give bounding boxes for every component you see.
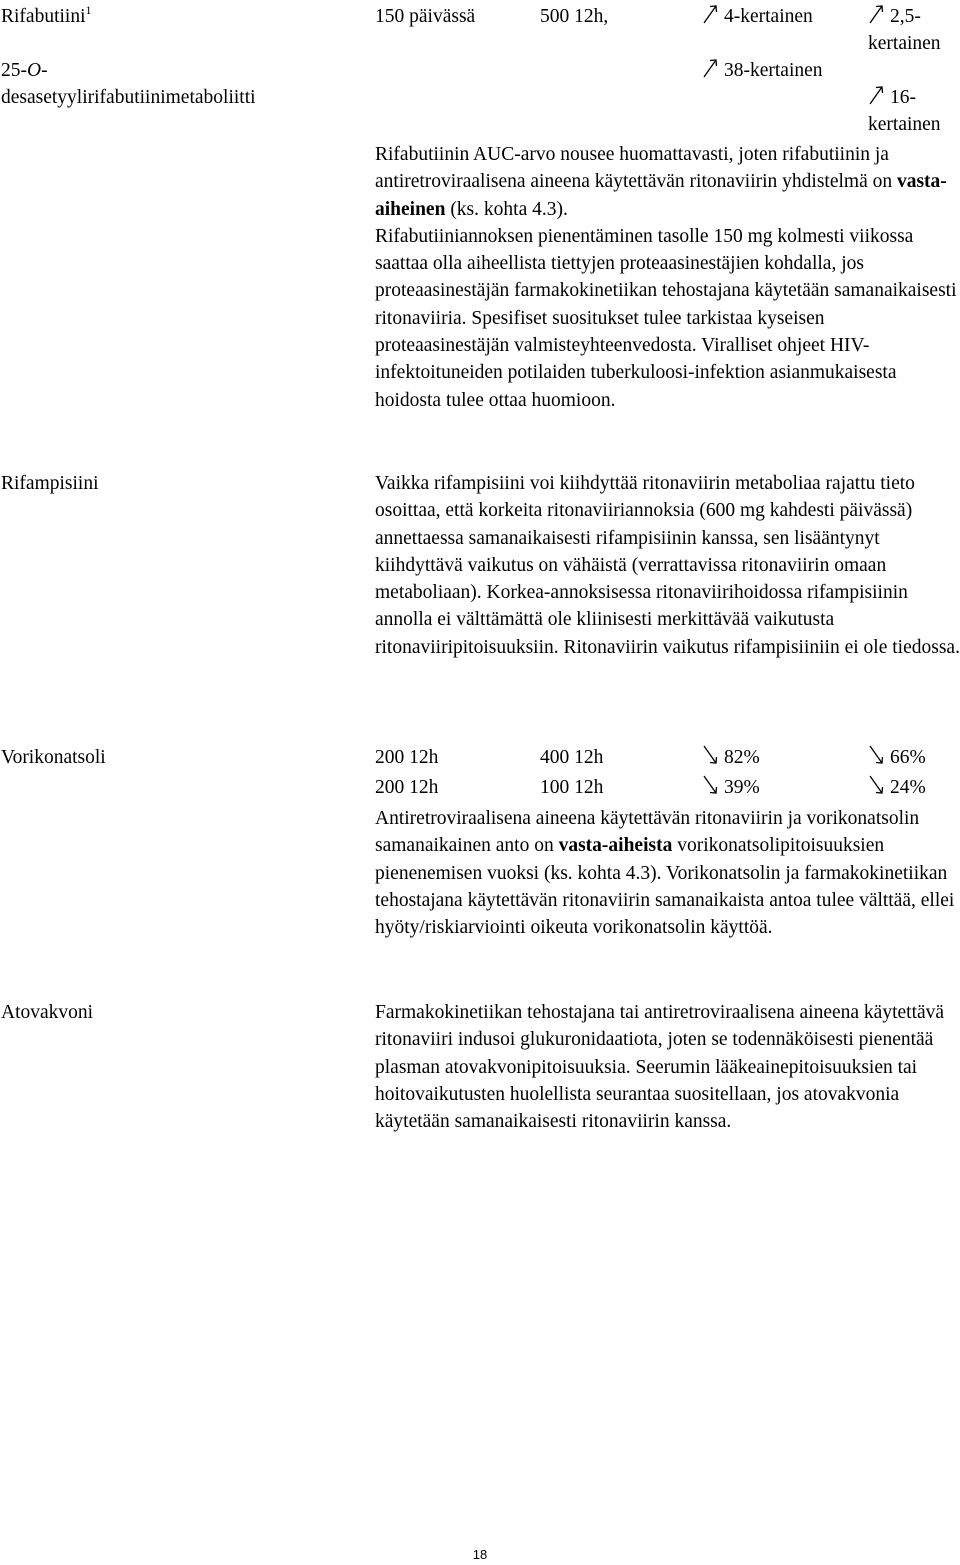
voriconazole-dose-ritonavir-1: 400 12h <box>540 747 604 768</box>
rifabutin-auc-change: 4-kertainen <box>700 3 813 30</box>
increase-arrow-icon <box>700 3 722 25</box>
increase-arrow-icon <box>700 57 722 79</box>
decrease-arrow-icon <box>866 744 888 766</box>
voriconazole-cmax-change-1: 66% <box>866 744 926 771</box>
rifabutin-comment-p1: Rifabutiinin AUC-arvo nousee huomattavasti, joten rifabutiinin ja antiretroviraalisena aineena käytettävän ritonaviirin yhdistelmä on vasta-aiheinen (ks. kohta 4.3). <box>375 144 947 220</box>
drug-name-voriconazole: Vorikonatsoli <box>1 747 106 768</box>
drug-name-atovaquone: Atovakvoni <box>1 1002 94 1023</box>
metabolite-cmax-change: 16- <box>866 84 916 111</box>
voriconazole-auc-change-1: 82% <box>700 744 760 771</box>
rifabutin-comment <box>375 141 960 414</box>
drug-name-metabolite-line1: 25-O- <box>1 60 48 81</box>
decrease-arrow-icon <box>866 774 888 796</box>
drug-name-metabolite-line2: desasetyylirifabutiinimetaboliitti <box>1 87 256 108</box>
drug-name-rifampicin: Rifampisiini <box>1 473 99 494</box>
voriconazole-dose-coadministered-1: 200 12h <box>375 747 439 768</box>
atovaquone-comment: Farmakokinetiikan tehostajana tai antiretroviraalisena aineena käytettävä ritonaviiri indusoi glukuronidaatiota, joten se todennäköisesti pienentää plasman atovakvonipitoisuuksia. Seerumin lääkeainepitoisuuksien tai hoitovaikutusten huolellista seurantaa suositellaan, jos atovakvonia käytetään samanaikaisesti ritonaviirin kanssa. <box>375 1002 945 1133</box>
rifampicin-comment: Vaikka rifampisiini voi kiihdyttää ritonaviirin metaboliaa rajattu tieto osoittaa, että korkeita ritonaviiriannoksia (600 mg kahdesti päivässä) annettaessa samanaikaisesti rifampisiinin kanssa, sen lisääntynyt kiihdyttävä vaikutus on vähäistä (verrattavissa ritonaviirin omaan metaboliaan). Korkea-annoksisessa ritonaviirihoidossa rifampisiinin annolla ei välttämättä ole kliinisesti merkittävää vaikutusta ritonaviiripitoisuuksiin. Ritonaviirin vaikutus rifampisiiniin ei ole tiedossa. <box>375 473 960 658</box>
decrease-arrow-icon <box>700 774 722 796</box>
voriconazole-dose-ritonavir-2: 100 12h <box>540 777 604 798</box>
drug-name-rifabutin: Rifabutiini$^1$ <box>1 3 92 27</box>
rifabutin-dose-ritonavir: 500 12h, <box>540 6 609 27</box>
page-number: 18 <box>472 1547 488 1562</box>
metabolite-auc-change: 38-kertainen <box>700 57 823 84</box>
voriconazole-dose-coadministered-2: 200 12h <box>375 777 439 798</box>
increase-arrow-icon <box>866 84 888 106</box>
rifabutin-cmax-change: 2,5- <box>866 3 921 30</box>
voriconazole-comment: Antiretroviraalisena aineena käytettävän ritonaviirin ja vorikonatsolin samanaikainen anto on vasta-aiheista vorikonatsolipitoisuuksien pienenemisen vuoksi (ks. kohta 4.3). Vorikonatsolin ja farmakokinetiikan tehostajana käytettävän ritonaviirin samanaikaista antoa tulee välttää, ellei hyöty/riskiarviointi oikeuta vorikonatsolin käyttöä. <box>375 808 955 939</box>
rifabutin-cmax-change-cont: kertainen <box>868 33 941 54</box>
rifabutin-dose-coadministered: 150 päivässä <box>375 6 476 27</box>
voriconazole-cmax-change-2: 24% <box>866 774 926 801</box>
decrease-arrow-icon <box>700 744 722 766</box>
footnote-marker: 1 <box>85 3 92 17</box>
voriconazole-auc-change-2: 39% <box>700 774 760 801</box>
metabolite-cmax-change-cont: kertainen <box>868 114 941 135</box>
rifabutin-comment-p2: Rifabutiiniannoksen pienentäminen tasolle 150 mg kolmesti viikossa saattaa olla aiheellista tiettyjen proteaasinestäjien kohdalla, jos proteaasinestäjän farmakokinetiikan tehostajana käytetään samanaikaisesti ritonaviiria. Spesifiset suositukset tulee tarkistaa kyseisen proteaasinestäjän valmisteyhteenvedosta. Viralliset ohjeet HIV-infektoituneiden potilaiden tuberkuloosi-infektion asianmukaisesta hoidosta tulee ottaa huomioon. <box>375 225 957 411</box>
increase-arrow-icon <box>866 3 888 25</box>
